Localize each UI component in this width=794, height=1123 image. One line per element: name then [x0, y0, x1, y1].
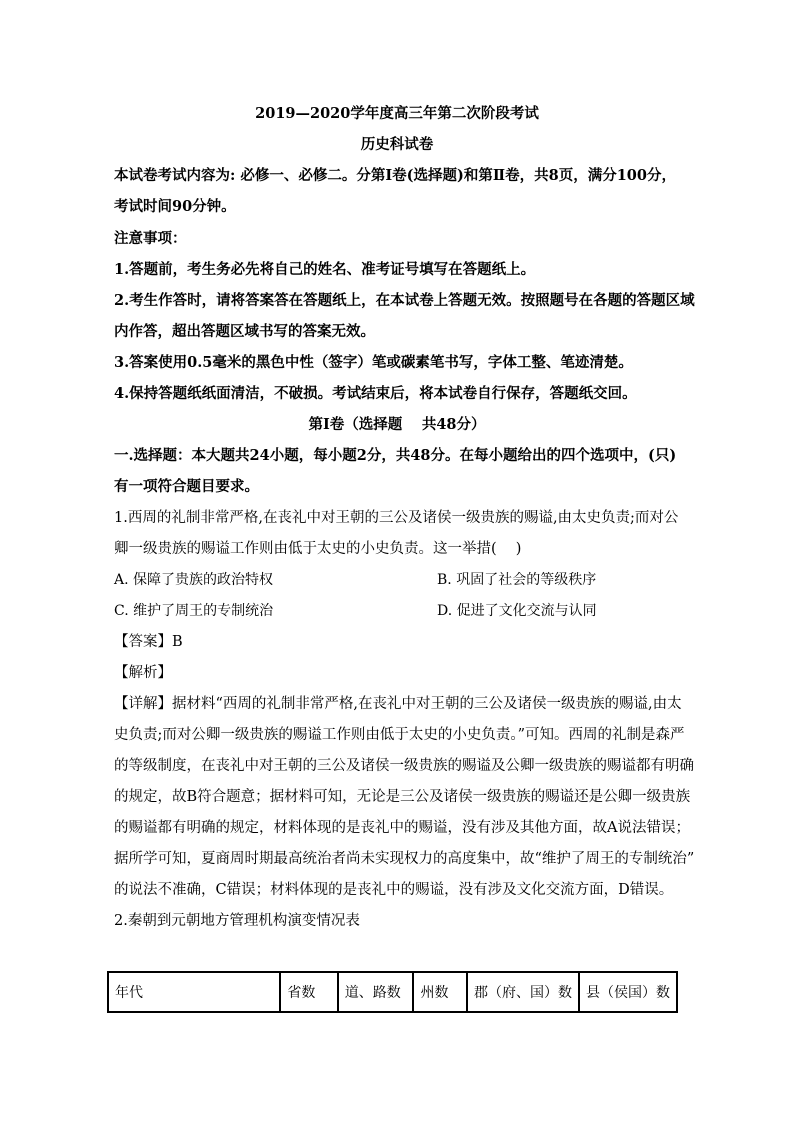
admin-evolution-table — [107, 971, 678, 1013]
table-header-cell: 州数 — [413, 972, 467, 1012]
question-1-detail-1: 【详解】据材料“西周的礼制非常严格,在丧礼中对王朝的三公及诸侯一级贵族的赐谥,由太 — [114, 696, 682, 712]
section-instructions-2: 有一项符合题目要求。 — [114, 478, 259, 495]
intro-line-2: 考试时间90分钟。 — [114, 198, 236, 215]
question-1-detail-4: 的规定，故B符合题意；据材料可知，无论是三公及诸侯一级贵族的赐谥还是公卿一级贵族 — [114, 789, 691, 805]
exam-subtitle: 历史科试卷 — [360, 136, 434, 153]
table-header-cell: 省数 — [280, 972, 337, 1012]
intro-line-1: 本试卷考试内容为: 必修一、必修二。分第Ⅰ卷(选择题)和第Ⅱ卷，共8页，满分100分， — [114, 167, 676, 184]
question-1-detail-7: 的说法不准确，C错误；材料体现的是丧礼中的赐谥，没有涉及文化交流方面，D错误。 — [114, 882, 674, 898]
table-header-cell: 道、路数 — [338, 972, 414, 1012]
question-2-stem: 2.秦朝到元朝地方管理机构演变情况表 — [114, 913, 360, 929]
table-header-cell: 县（侯国）数 — [579, 972, 677, 1012]
question-1-detail-3: 的等级制度，在丧礼中对王朝的三公及诸侯一级贵族的赐谥及公卿一级贵族的赐谥都有明确 — [114, 758, 694, 774]
section-heading: 第Ⅰ卷（选择题 共48分） — [308, 416, 486, 433]
notes-item-1: 1.答题前，考生务必先将自己的姓名、准考证号填写在答题纸上。 — [114, 261, 536, 278]
exam-title: 2019—2020学年度高三年第二次阶段考试 — [255, 105, 539, 122]
question-1-option-c: C. 维护了周王的专制统治 — [114, 603, 274, 619]
section-instructions-1: 一.选择题：本大题共24小题，每小题2分，共48分。在每小题给出的四个选项中，(只) — [114, 447, 677, 464]
question-1-option-b: B. 巩固了社会的等级秩序 — [437, 572, 597, 588]
question-1-answer: 【答案】B — [114, 634, 183, 650]
question-1-analysis-heading: 【解析】 — [114, 665, 172, 681]
table-header-cell: 郡（府、国）数 — [467, 972, 579, 1012]
question-1-stem-2: 卿一级贵族的赐谥工作则由低于太史的小史负责。这一举措( ) — [114, 541, 522, 557]
question-1-option-d: D. 促进了文化交流与认同 — [437, 603, 597, 619]
notes-item-2b: 内作答，超出答题区域书写的答案无效。 — [114, 323, 375, 340]
notes-item-4: 4.保持答题纸纸面清洁，不破损。考试结束后，将本试卷自行保存，答题纸交回。 — [114, 385, 637, 402]
notes-heading: 注意事项： — [114, 230, 187, 247]
question-1-option-a: A. 保障了贵族的政治特权 — [114, 572, 274, 588]
question-1-detail-6: 据所学可知，夏商周时期最高统治者尚未实现权力的高度集中，故“维护了周王的专制统治” — [114, 851, 695, 867]
table-header-row — [108, 972, 677, 1012]
notes-item-2a: 2.考生作答时，请将答案答在答题纸上，在本试卷上答题无效。按照题号在各题的答题区域 — [114, 292, 695, 309]
table-header-cell: 年代 — [108, 972, 280, 1012]
question-1-detail-5: 的赐谥都有明确的规定，材料体现的是丧礼中的赐谥，没有涉及其他方面，故A说法错误； — [114, 820, 690, 836]
question-1-stem-1: 1.西周的礼制非常严格,在丧礼中对王朝的三公及诸侯一级贵族的赐谥,由太史负责;而对公 — [114, 510, 679, 526]
question-1-detail-2: 史负责;而对公卿一级贵族的赐谥工作则由低于太史的小史负责。”可知。西周的礼制是森严 — [114, 727, 685, 743]
notes-item-3: 3.答案使用0.5毫米的黑色中性（签字）笔或碳素笔书写，字体工整、笔迹清楚。 — [114, 354, 633, 371]
